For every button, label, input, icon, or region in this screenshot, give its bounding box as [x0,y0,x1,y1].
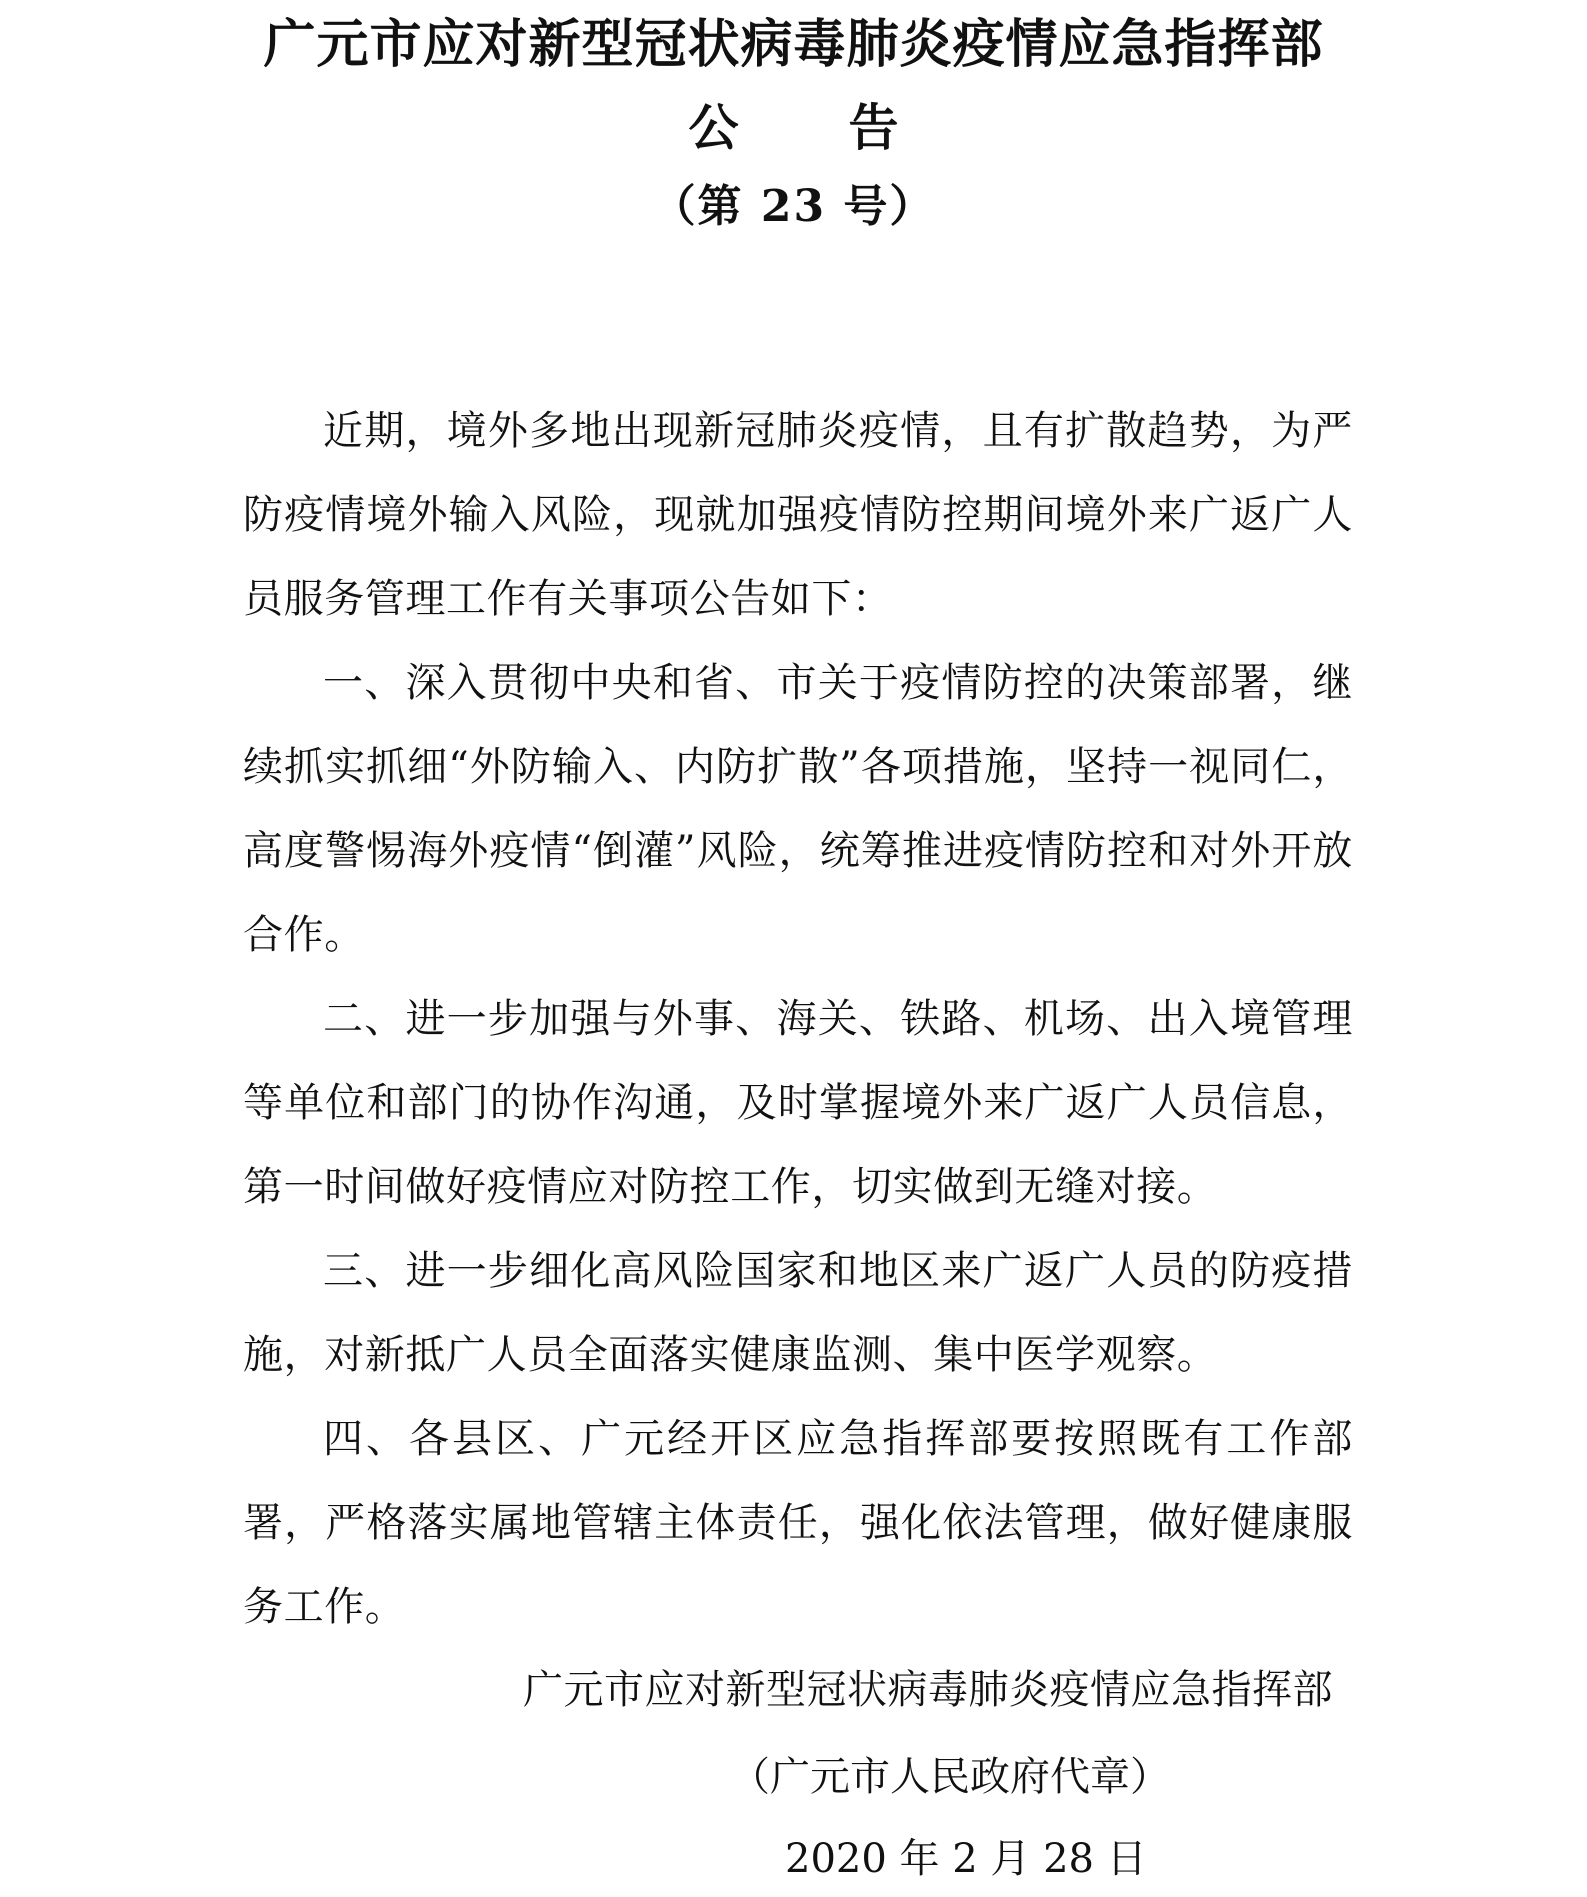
signature-date: 2020 年 2 月 28 日 [785,1836,1147,1882]
item-3-paragraph: 三、进一步细化高风险国家和地区来广返广人员的防疫措施，对新抵广人员全面落实健康监测、集中医学观察。 [243,1248,1353,1378]
intro-paragraph: 近期，境外多地出现新冠肺炎疫情，且有扩散趋势，为严防疫情境外输入风险，现就加强疫情防控期间境外来广返广人员服务管理工作有关事项公告如下： [243,408,1353,622]
org-title: 广元市应对新型冠状病毒肺炎疫情应急指挥部 [263,14,1324,75]
announcement-body [243,389,1353,1649]
signature-seal-note: （广元市人民政府代章） [730,1754,1170,1800]
doc-number: （第 23 号） [651,181,936,232]
item-2-paragraph: 二、进一步加强与外事、海关、铁路、机场、出入境管理等单位和部门的协作沟通，及时掌握境外来广返广人员信息，第一时间做好疫情应对防控工作，切实做到无缝对接。 [243,996,1353,1210]
doc-type-title: 公告 [688,98,1009,157]
signature-org: 广元市应对新型冠状病毒肺炎疫情应急指挥部 [523,1667,1333,1713]
item-4-paragraph: 四、各县区、广元经开区应急指挥部要按照既有工作部署，严格落实属地管辖主体责任，强化依法管理，做好健康服务工作。 [243,1416,1353,1630]
item-1-paragraph: 一、深入贯彻中央和省、市关于疫情防控的决策部署，继续抓实抓细“外防输入、内防扩散”各项措施，坚持一视同仁，高度警惕海外疫情“倒灌”风险，统筹推进疫情防控和对外开放合作。 [243,660,1353,958]
